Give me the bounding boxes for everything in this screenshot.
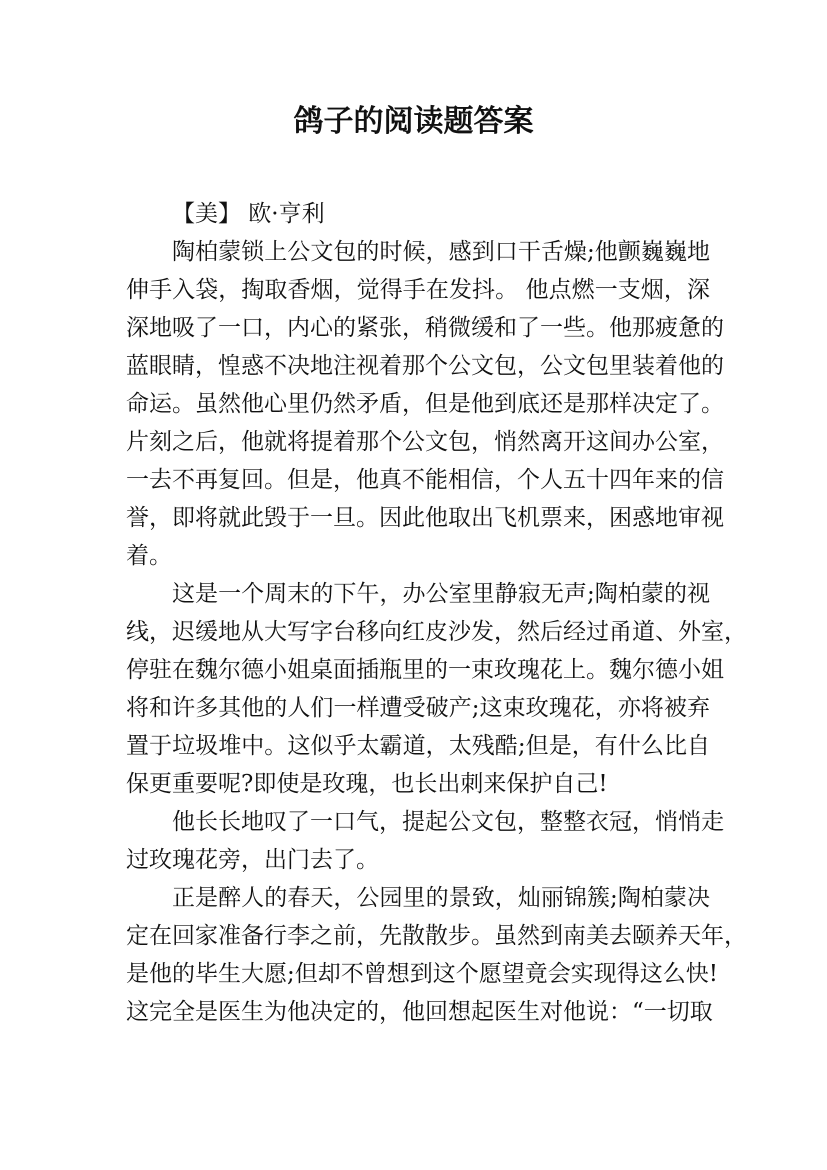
paragraph-line: 陶柏蒙锁上公文包的时候，感到口干舌燥;他颤巍巍地	[172, 239, 710, 265]
paragraph-line: 着。	[126, 543, 172, 569]
paragraph-line: 是他的毕生大愿;但却不曾想到这个愿望竟会实现得这么快!	[126, 961, 718, 987]
paragraph-line: 伸手入袋，掏取香烟，觉得手在发抖。 他点燃一支烟，深	[126, 277, 710, 303]
paragraph-line: 定在回家准备行李之前，先散散步。虽然到南美去颐养天年，	[126, 923, 747, 949]
paragraph-line: 将和许多其他的人们一样遭受破产;这束玫瑰花，亦将被弃	[126, 695, 710, 721]
paragraph-line: 保更重要呢?即使是玫瑰，也长出刺来保护自己!	[126, 771, 608, 797]
paragraph-line: 一去不再复回。但是，他真不能相信，个人五十四年来的信	[126, 467, 724, 493]
author-line: 【美】 欧·亨利	[172, 201, 325, 227]
paragraph-line: 过玫瑰花旁，出门去了。	[126, 847, 379, 873]
paragraph-line: 这是一个周末的下午，办公室里静寂无声;陶柏蒙的视	[172, 581, 710, 607]
paragraph-line: 他长长地叹了一口气，提起公文包，整整衣冠，悄悄走	[172, 809, 724, 835]
paragraph-line: 置于垃圾堆中。这似乎太霸道，太残酷;但是，有什么比自	[126, 733, 710, 759]
document-title: 鸽子的阅读题答案	[293, 104, 534, 139]
paragraph-line: 蓝眼睛，惶惑不决地注视着那个公文包，公文包里装着他的	[126, 353, 724, 379]
document-body	[126, 195, 747, 1031]
paragraph-line: 停驻在魏尔德小姐桌面插瓶里的一束玫瑰花上。魏尔德小姐	[126, 657, 724, 683]
paragraph-line: 深地吸了一口，内心的紧张，稍微缓和了一些。他那疲惫的	[126, 315, 724, 341]
paragraph-line: 线，迟缓地从大写字台移向红皮沙发，然后经过甬道、外室，	[126, 619, 747, 645]
paragraph-line: 正是醉人的春天，公园里的景致，灿丽锦簇;陶柏蒙决	[172, 885, 710, 911]
paragraph-line: 誉，即将就此毁于一旦。因此他取出飞机票来，困惑地审视	[126, 505, 724, 531]
paragraph-line: 片刻之后，他就将提着那个公文包，悄然离开这间办公室，	[126, 429, 724, 455]
paragraph-line: 命运。虽然他心里仍然矛盾，但是他到底还是那样决定了。	[126, 391, 724, 417]
paragraph-line: 这完全是医生为他决定的，他回想起医生对他说：“一切取	[126, 999, 713, 1025]
